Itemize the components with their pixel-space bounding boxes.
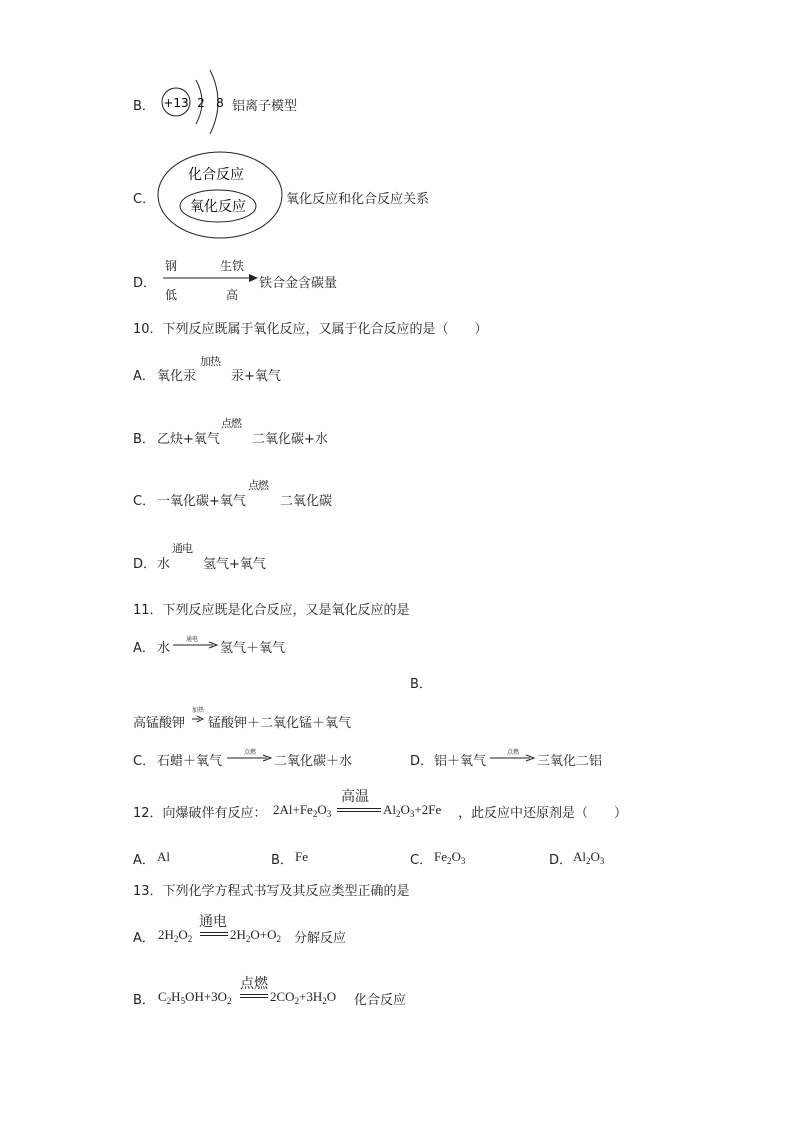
arrow-bottom-left-label: 低 [165,288,178,302]
reactant-formula: $2Al+Fe_2O_3$ [273,802,332,819]
option-text: $Fe_2O_3$ [434,849,466,866]
option-letter: A． [133,641,155,656]
option-letter: B． [133,432,155,447]
reactants: 一氧化碳+氧气 [157,494,246,509]
reaction-condition: 通电 [186,636,199,643]
reactants: 氧化汞 [157,369,197,384]
option-letter: D． [133,557,157,572]
arrow-top-right-label: 生铁 [220,259,245,273]
option-caption: 氧化反应和化合反应关系 [286,192,430,207]
products: 汞+氧气 [231,369,281,384]
equals-sign [240,994,268,998]
option-letter: C． [133,494,156,509]
option-letter: B． [133,993,155,1008]
option-text: Al [157,849,170,864]
reaction-arrow-icon [173,641,219,649]
reactants: 高锰酸钾 [133,716,186,731]
reaction-condition: 加热 [192,707,205,714]
outer-ellipse-label: 化合反应 [188,167,244,183]
arrow-top-left-label: 钢 [165,259,178,273]
reaction-type: 化合反应 [354,993,407,1008]
reactants: 铝＋氧气 [434,754,487,769]
product-formula: $2H_2O+O_2$ [230,927,281,944]
reaction-arrow-icon [192,715,204,723]
reactants: 石蜡＋氧气 [157,754,223,769]
shell-1-electrons: 2 [197,96,205,110]
reactant-formula: $2H_2O_2$ [158,927,193,944]
option-letter: C． [133,754,156,769]
question-stem-prefix: 12．向爆破伴有反应： [133,806,267,821]
reaction-condition: 点燃 [248,479,268,492]
option-caption: 铁合金含碳量 [259,276,338,291]
reaction-type: 分解反应 [294,931,347,946]
option-letter: A． [133,369,155,384]
reaction-condition: 点燃 [221,417,241,430]
reactants: 水 [157,641,171,656]
option-caption: 铝离子模型 [232,99,298,114]
reactant-formula: $C_2H_5OH+3O_2$ [158,989,232,1006]
option-letter: D． [410,754,434,769]
ion-model-diagram [158,64,230,136]
reaction-condition: 加热 [200,355,220,368]
question-stem: 13．下列化学方程式书写及其反应类型正确的是 [133,884,410,899]
products: 三氧化二铝 [537,754,603,769]
arrow-icon [163,272,259,284]
reaction-relation-diagram [156,150,284,240]
products: 锰酸钾＋二氧化锰＋氧气 [208,716,352,731]
equals-sign [337,808,381,812]
option-text: $Al_2O_3$ [573,849,605,866]
arrow-bottom-right-label: 高 [226,288,239,302]
option-letter: A． [133,853,155,868]
question-stem-suffix: ，此反应中还原剂是（ ） [458,806,628,821]
products: 氢气+氧气 [203,557,266,572]
product-formula: $2CO_2+3H_2O$ [270,989,337,1006]
option-letter: C． [133,192,156,207]
products: 二氧化碳+水 [252,432,328,447]
reactants: 乙炔+氧气 [157,432,220,447]
products: 二氧化碳 [280,494,333,509]
reaction-condition: 点燃 [507,749,520,756]
reaction-condition: 点燃 [240,976,268,992]
reaction-condition: 通电 [172,542,192,555]
option-letter: D． [549,853,573,868]
inner-ellipse-label: 氧化反应 [190,199,246,215]
reaction-condition: 通电 [199,914,227,930]
reaction-condition: 高温 [341,789,369,805]
shell-2-electrons: 8 [216,96,224,110]
option-letter: B． [133,99,155,114]
products: 二氧化碳＋水 [274,754,353,769]
reactants: 水 [157,557,171,572]
option-letter: B． [410,677,432,692]
nucleus-charge: +13 [163,96,189,110]
question-stem: 11．下列反应既是化合反应，又是氧化反应的是 [133,603,410,618]
reaction-condition: 点燃 [244,749,257,756]
option-letter: C． [410,853,433,868]
option-letter: A． [133,931,155,946]
option-letter: D． [133,276,157,291]
products: 氢气＋氧气 [220,641,286,656]
product-formula: $Al_2O_3+2Fe$ [383,802,442,819]
question-stem: 10．下列反应既属于氧化反应，又属于化合反应的是（ ） [133,322,488,337]
reaction-arrow-icon [490,754,536,762]
reaction-arrow-icon [227,754,273,762]
equals-sign [200,932,228,936]
option-letter: B． [271,853,293,868]
option-text: Fe [295,849,308,864]
